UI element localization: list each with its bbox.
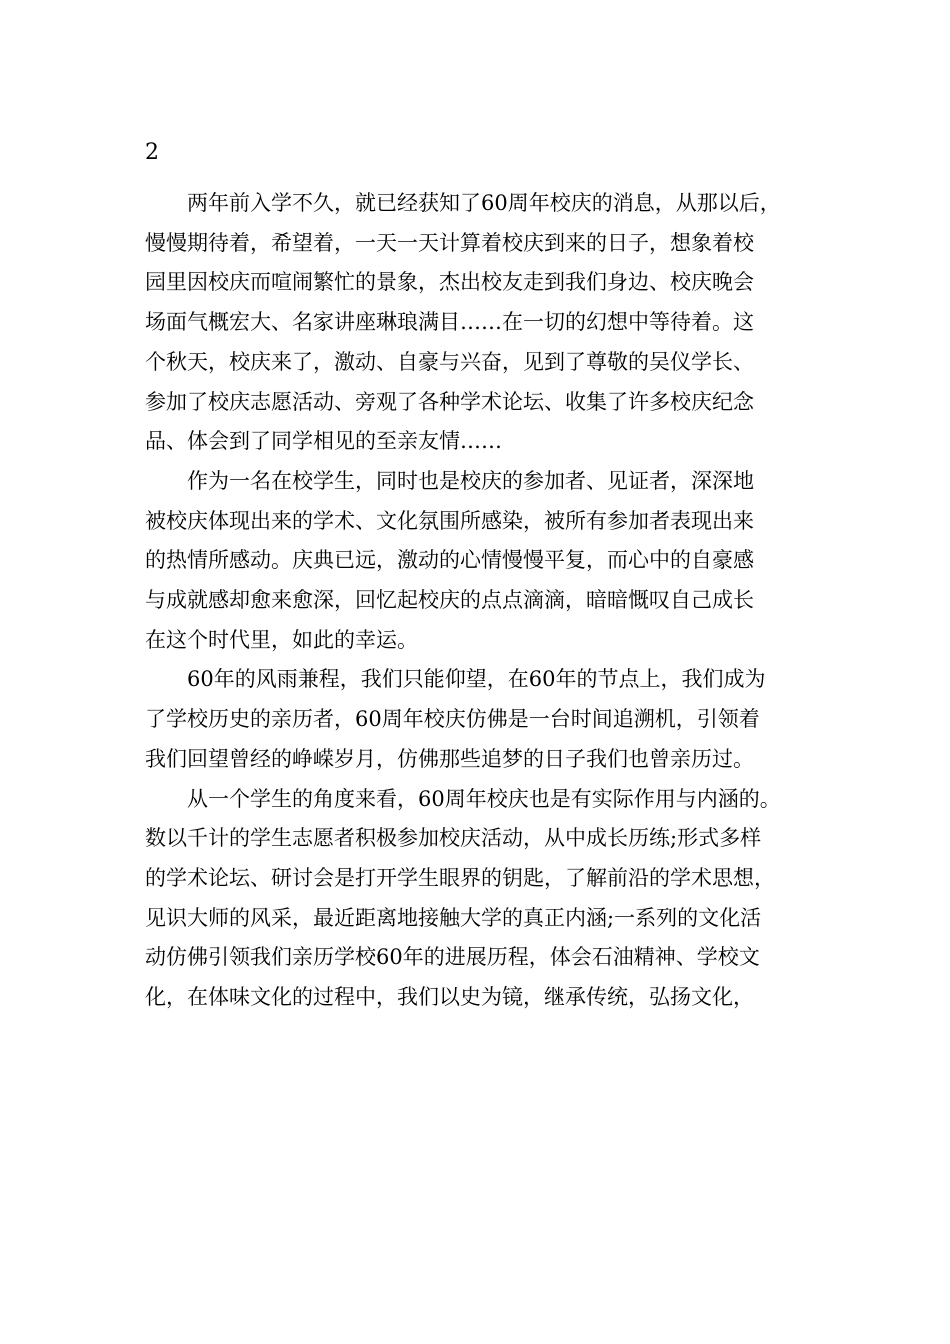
text-line: 见识大师的风采，最近距离地接触大学的真正内涵;一系列的文化活 <box>145 905 762 930</box>
text-line: 化，在体味文化的过程中，我们以史为镜，继承传统，弘扬文化， <box>145 985 754 1010</box>
paragraph <box>145 780 805 1018</box>
text-line: 两年前入学不久，就已经获知了60周年校庆的消息，从那以后， <box>187 191 781 215</box>
text-line: 的热情所感动。庆典已远，激动的心情慢慢平复，而心中的自豪感 <box>145 548 754 573</box>
page-number: 2 <box>145 140 159 165</box>
text-line: 动仿佛引领我们亲历学校60年的进展历程，体会石油精神、学校文 <box>145 945 760 970</box>
text-line: 作为一名在校学生，同时也是校庆的参加者、见证者，深深地 <box>187 468 754 493</box>
text-line: 园里因校庆而喧闹繁忙的景象，杰出校友走到我们身边、校庆晚会 <box>145 270 754 295</box>
text-line: 数以千计的学生志愿者积极参加校庆活动，从中成长历练;形式多样 <box>145 826 762 851</box>
paragraph <box>145 184 805 462</box>
text-line: 从一个学生的角度来看，60周年校庆也是有实际作用与内涵的。 <box>187 786 781 811</box>
text-line: 个秋天，校庆来了，激动、自豪与兴奋，见到了尊敬的吴仪学长、 <box>145 349 754 374</box>
body-text <box>145 184 805 1018</box>
paragraph <box>145 660 805 779</box>
text-line: 慢慢期待着，希望着，一天一天计算着校庆到来的日子，想象着校 <box>145 230 754 255</box>
text-line: 在这个时代里，如此的幸运。 <box>145 627 418 652</box>
text-line: 60年的风雨兼程，我们只能仰望，在60年的节点上，我们成为 <box>187 667 766 692</box>
text-line: 品、体会到了同学相见的至亲友情…… <box>145 429 502 454</box>
text-line: 的学术论坛、研讨会是打开学生眼界的钥匙，了解前沿的学术思想， <box>145 865 775 890</box>
paragraph <box>145 462 805 661</box>
text-line: 了学校历史的亲历者，60周年校庆仿佛是一台时间追溯机，引领着 <box>145 707 760 732</box>
text-line: 我们回望曾经的峥嵘岁月，仿佛那些追梦的日子我们也曾亲历过。 <box>145 746 754 771</box>
text-line: 被校庆体现出来的学术、文化氛围所感染，被所有参加者表现出来 <box>145 508 754 533</box>
text-line: 与成就感却愈来愈深，回忆起校庆的点点滴滴，暗暗慨叹自己成长 <box>145 588 754 613</box>
text-line: 场面气概宏大、名家讲座琳琅满目……在一切的幻想中等待着。这 <box>145 310 754 335</box>
text-line: 参加了校庆志愿活动、旁观了各种学术论坛、收集了许多校庆纪念 <box>145 389 754 414</box>
